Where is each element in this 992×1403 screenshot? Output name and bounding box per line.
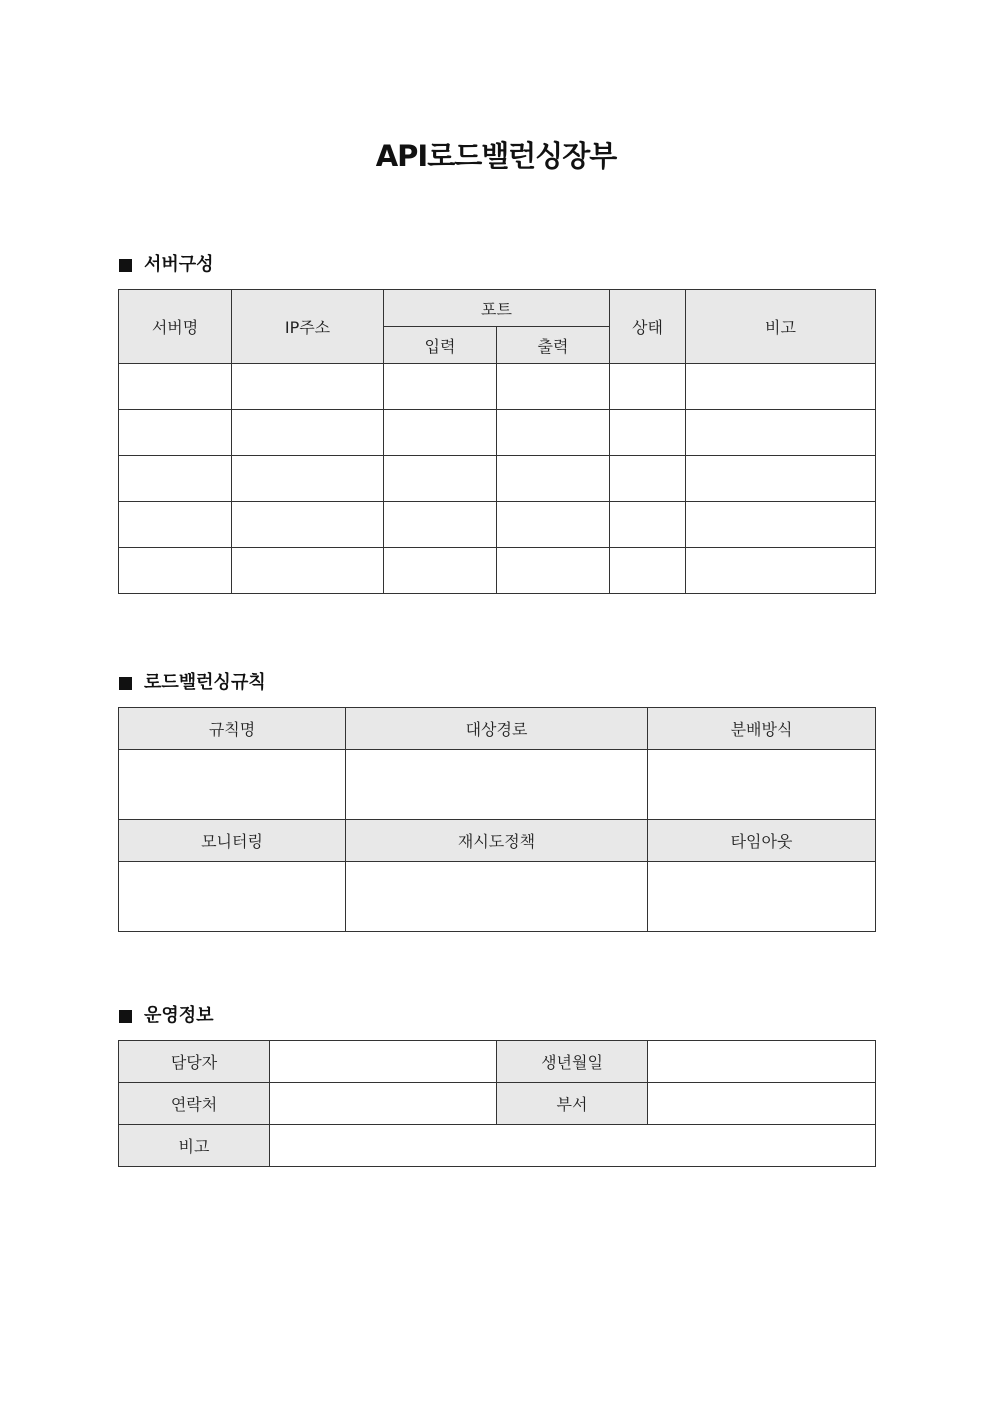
rule-section-title: 로드밸런싱규칙 — [144, 672, 266, 693]
cell-ip[interactable] — [232, 410, 384, 456]
page-title: API로드밸런싱장부 — [375, 139, 617, 173]
label-manager: 담당자 — [119, 1041, 270, 1083]
col-header-port-out: 출력 — [497, 327, 610, 364]
table-row — [119, 502, 876, 548]
cell-target-path[interactable] — [346, 750, 648, 820]
server-section-heading — [119, 253, 214, 277]
cell-status[interactable] — [610, 364, 686, 410]
col-header-port-in: 입력 — [384, 327, 497, 364]
square-bullet-icon — [119, 677, 132, 690]
cell-port-in[interactable] — [384, 502, 497, 548]
square-bullet-icon — [119, 259, 132, 272]
table-row — [119, 456, 876, 502]
cell-note[interactable] — [686, 456, 876, 502]
cell-distribution-method[interactable] — [648, 750, 876, 820]
ops-table — [118, 1040, 876, 1167]
label-note: 비고 — [119, 1125, 270, 1167]
cell-ip[interactable] — [232, 456, 384, 502]
cell-ip[interactable] — [232, 548, 384, 594]
ops-section-title: 운영정보 — [144, 1005, 214, 1026]
cell-timeout[interactable] — [648, 862, 876, 932]
cell-status[interactable] — [610, 548, 686, 594]
header-timeout: 타임아웃 — [648, 820, 876, 862]
cell-note[interactable] — [686, 410, 876, 456]
header-target-path: 대상경로 — [346, 708, 648, 750]
cell-retry-policy[interactable] — [346, 862, 648, 932]
field-department[interactable] — [648, 1083, 876, 1125]
cell-rule-name[interactable] — [119, 750, 346, 820]
cell-port-out[interactable] — [497, 364, 610, 410]
cell-note[interactable] — [686, 548, 876, 594]
cell-port-in[interactable] — [384, 548, 497, 594]
header-rule-name: 규칙명 — [119, 708, 346, 750]
cell-monitoring[interactable] — [119, 862, 346, 932]
cell-status[interactable] — [610, 410, 686, 456]
header-distribution-method: 분배방식 — [648, 708, 876, 750]
cell-ip[interactable] — [232, 364, 384, 410]
square-bullet-icon — [119, 1010, 132, 1023]
field-manager[interactable] — [270, 1041, 497, 1083]
label-birth-date: 생년월일 — [497, 1041, 648, 1083]
cell-port-out[interactable] — [497, 548, 610, 594]
field-contact[interactable] — [270, 1083, 497, 1125]
cell-status[interactable] — [610, 502, 686, 548]
header-retry-policy: 재시도정책 — [346, 820, 648, 862]
cell-port-out[interactable] — [497, 502, 610, 548]
rule-table — [118, 707, 876, 932]
cell-status[interactable] — [610, 456, 686, 502]
server-table — [118, 289, 876, 594]
cell-port-out[interactable] — [497, 456, 610, 502]
cell-server-name[interactable] — [119, 456, 232, 502]
header-monitoring: 모니터링 — [119, 820, 346, 862]
table-row — [119, 548, 876, 594]
col-header-status: 상태 — [610, 290, 686, 364]
cell-port-out[interactable] — [497, 410, 610, 456]
cell-port-in[interactable] — [384, 364, 497, 410]
cell-server-name[interactable] — [119, 410, 232, 456]
table-row — [119, 410, 876, 456]
label-department: 부서 — [497, 1083, 648, 1125]
col-header-note: 비고 — [686, 290, 876, 364]
label-contact: 연락처 — [119, 1083, 270, 1125]
cell-note[interactable] — [686, 502, 876, 548]
table-row — [119, 364, 876, 410]
cell-port-in[interactable] — [384, 456, 497, 502]
cell-server-name[interactable] — [119, 502, 232, 548]
cell-ip[interactable] — [232, 502, 384, 548]
cell-port-in[interactable] — [384, 410, 497, 456]
cell-server-name[interactable] — [119, 364, 232, 410]
ops-section-heading — [119, 1004, 214, 1028]
field-note[interactable] — [270, 1125, 876, 1167]
rule-section-heading — [119, 671, 266, 695]
server-section-title: 서버구성 — [144, 254, 214, 275]
col-header-server-name: 서버명 — [119, 290, 232, 364]
field-birth-date[interactable] — [648, 1041, 876, 1083]
cell-server-name[interactable] — [119, 548, 232, 594]
col-header-ip: IP주소 — [232, 290, 384, 364]
cell-note[interactable] — [686, 364, 876, 410]
col-header-port: 포트 — [384, 290, 610, 327]
